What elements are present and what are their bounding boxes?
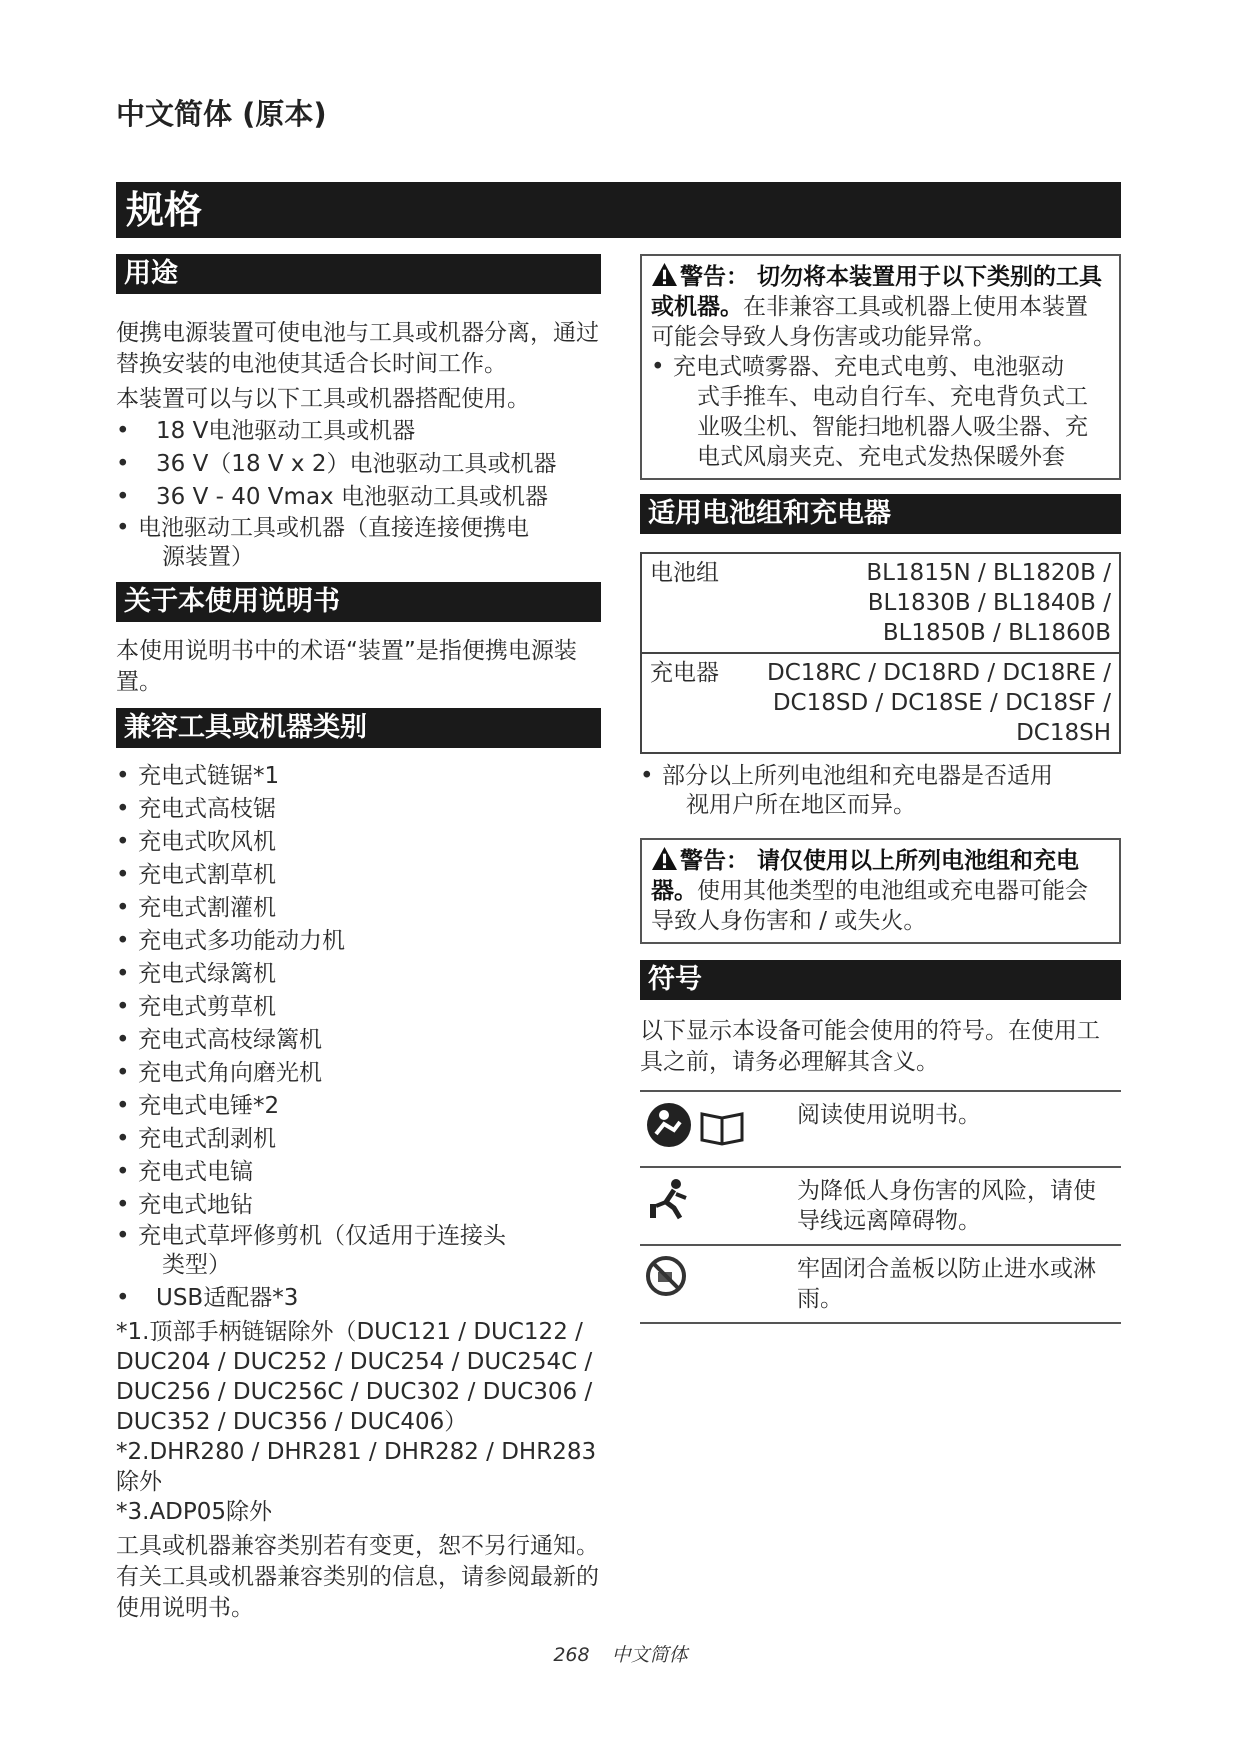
symbol-icon-cell — [640, 1167, 793, 1245]
symbol-description: 为降低人身伤害的风险，请使导线远离障碍物。 — [793, 1167, 1121, 1245]
list-item-continuation: 类型） — [162, 1252, 231, 1278]
list-item: • 充电式绿篱机 — [116, 958, 601, 991]
list-item: • 充电式地钻 — [116, 1189, 601, 1222]
section-title: 规格 — [116, 182, 1121, 238]
list-item: • 充电式多功能动力机 — [116, 925, 601, 958]
list-item: • 18 V电池驱动工具或机器 — [116, 415, 601, 448]
purpose-list — [116, 415, 601, 574]
list-item: • 36 V - 40 Vmax 电池驱动工具或机器 — [116, 481, 601, 514]
purpose-paragraph-1: 便携电源装置可使电池与工具或机器分离，通过替换安装的电池使其适合长时间工作。 — [116, 320, 599, 377]
list-item-line: 部分以上所列电池组和充电器是否适用 — [662, 763, 1053, 789]
compat-list — [116, 760, 601, 1315]
list-item: • 充电式电锤*2 — [116, 1090, 601, 1123]
symbols-table — [640, 1090, 1121, 1324]
symbols-heading: 符号 — [640, 960, 1121, 1000]
language-title: 中文简体 (原本) — [116, 97, 327, 131]
list-item: • 充电式链锯*1 — [116, 760, 601, 793]
list-item: • 充电式高枝锯 — [116, 793, 601, 826]
left-column — [116, 254, 601, 1624]
no-rain-icon — [644, 1254, 688, 1298]
symbol-icon-cell — [640, 1091, 793, 1167]
symbols-intro: 以下显示本设备可能会使用的符号。在使用工具之前，请务必理解其含义。 — [640, 1018, 1100, 1075]
manual-paragraph: 本使用说明书中的术语“装置”是指便携电源装置。 — [116, 638, 577, 695]
list-item: • 36 V（18 V x 2）电池驱动工具或机器 — [116, 448, 601, 481]
list-item: • 充电式剪草机 — [116, 991, 601, 1024]
table-row — [640, 1091, 1121, 1167]
purpose-heading: 用途 — [116, 254, 601, 294]
list-item: • 充电式电镐 — [116, 1156, 601, 1189]
compat-heading: 兼容工具或机器类别 — [116, 708, 601, 748]
list-item-continuation: 视用户所在地区而异。 — [686, 792, 916, 818]
table-row — [641, 553, 1120, 653]
list-item-line: 充电式草坪修剪机（仅适用于连接头 — [138, 1223, 506, 1249]
compat-closing-paragraph: 工具或机器兼容类别若有变更，恕不另行通知。有关工具或机器兼容类别的信息，请参阅最新的使用说明书。 — [116, 1533, 599, 1621]
table-cell-value: DC18RC / DC18RD / DC18RE / DC18SD / DC18SE / DC18SF / DC18SH — [754, 653, 1120, 753]
list-item: • 充电式刮剥机 — [116, 1123, 601, 1156]
table-cell-label: 电池组 — [641, 553, 754, 653]
list-item-continuation: 源装置） — [162, 544, 254, 570]
battery-charger-table — [640, 552, 1121, 754]
warning-text: 使用其他类型的电池组或充电器可能会导致人身伤害和 / 或失火。 — [651, 878, 1088, 934]
symbol-icon-cell — [640, 1245, 793, 1323]
trip-hazard-icon — [644, 1176, 694, 1220]
warning-heading: 警告： 请仅使用以上所列电池组和充电器。 — [651, 848, 1080, 904]
list-item: • 充电式吹风机 — [116, 826, 601, 859]
battery-heading: 适用电池组和充电器 — [640, 494, 1121, 534]
footnote: *3.ADP05除外 — [116, 1499, 273, 1525]
list-item-continuation: 式手推车、电动自行车、充电背负式工业吸尘机、智能扫地机器人吸尘器、充电式风扇夹克、充电式发热保暖外套 — [697, 384, 1088, 470]
list-item — [116, 514, 601, 574]
warning-box-battery — [640, 838, 1121, 944]
list-item: • 充电式角向磨光机 — [116, 1057, 601, 1090]
warning-triangle-icon — [651, 262, 678, 287]
symbol-description: 阅读使用说明书。 — [793, 1091, 1121, 1167]
table-cell-value: BL1815N / BL1820B / BL1830B / BL1840B / BL1850B / BL1860B — [754, 553, 1120, 653]
read-manual-icon — [644, 1100, 748, 1150]
list-item-line: 电池驱动工具或机器（直接连接便携电 — [138, 515, 529, 541]
table-row — [640, 1167, 1121, 1245]
page-footer — [0, 1640, 1241, 1667]
symbol-description: 牢固闭合盖板以防止进水或淋雨。 — [793, 1245, 1121, 1323]
list-item: • USB适配器*3 — [116, 1282, 601, 1315]
list-item-line: 充电式喷雾器、充电式电剪、电池驱动 — [673, 354, 1064, 380]
table-row — [640, 1245, 1121, 1323]
footnote: *1.顶部手柄链锯除外（DUC121 / DUC122 / DUC204 / DUC252 / DUC254 / DUC254C / DUC256 / DUC256C / DUC302 / DUC306 / DUC352 / DUC356 / DUC406） — [116, 1319, 593, 1435]
warning-list-item — [651, 352, 1110, 472]
table-cell-label: 充电器 — [641, 653, 754, 753]
list-item: • 充电式割草机 — [116, 859, 601, 892]
manual-heading: 关于本使用说明书 — [116, 582, 601, 622]
page-number: 268 — [553, 1644, 590, 1666]
list-item — [640, 762, 1121, 822]
warning-heading: 警告： 切勿将本装置用于以下类别的工具或机器。 — [651, 264, 1103, 320]
battery-note — [640, 762, 1121, 822]
table-row — [641, 653, 1120, 753]
footnotes — [116, 1317, 601, 1527]
list-item: • 充电式割灌机 — [116, 892, 601, 925]
warning-triangle-icon — [651, 846, 678, 871]
purpose-paragraph-2: 本装置可以与以下工具或机器搭配使用。 — [116, 386, 530, 412]
warning-text: 在非兼容工具或机器上使用本装置可能会导致人身伤害或功能异常。 — [651, 294, 1088, 350]
warning-box-incompatible — [640, 254, 1121, 480]
list-item: • 充电式高枝绿篱机 — [116, 1024, 601, 1057]
footer-language: 中文简体 — [611, 1644, 688, 1666]
list-item — [116, 1222, 601, 1282]
footnote: *2.DHR280 / DHR281 / DHR282 / DHR283除外 — [116, 1439, 597, 1495]
right-column — [640, 254, 1121, 1324]
